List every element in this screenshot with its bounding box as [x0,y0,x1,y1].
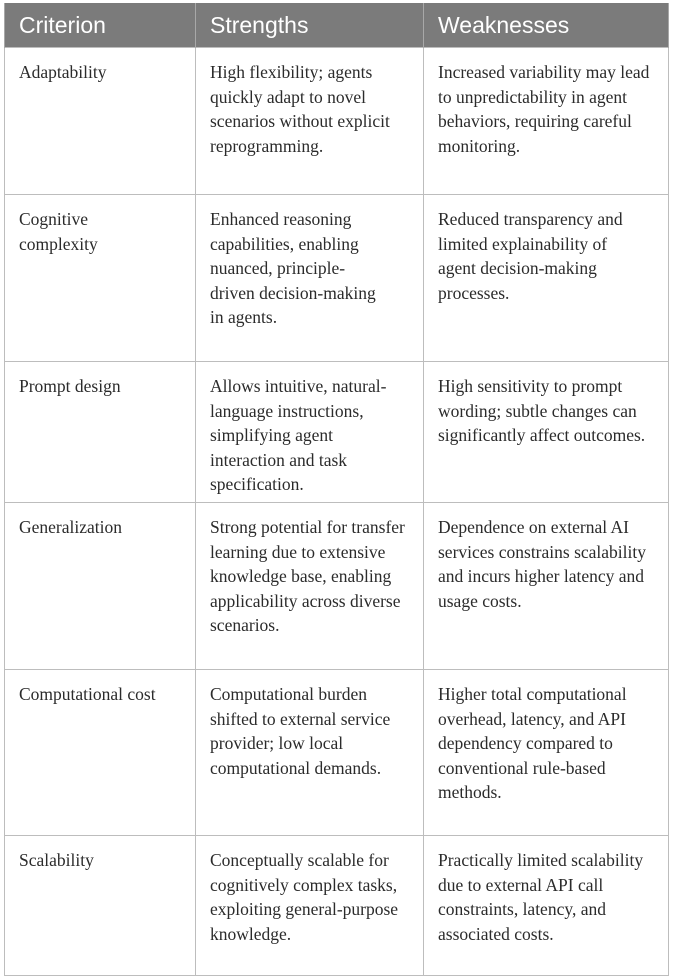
strengths-cell: Strong potential for transfer learning due to extensive knowledge base, enabling applicability across diverse scenarios. [196,503,424,670]
criterion-cell: Adaptability [5,48,196,195]
criterion-cell: Computational cost [5,670,196,836]
criterion-cell: Prompt design [5,362,196,503]
weaknesses-cell: Higher total computational overhead, latency, and API dependency compared to conventional rule-based methods. [424,670,669,836]
table-row [5,503,669,670]
weaknesses-cell: High sensitivity to prompt wording; subtle changes can significantly affect outcomes. [424,362,669,503]
weaknesses-cell: Dependence on external AI services constrains scalability and incurs higher latency and usage costs. [424,503,669,670]
header-row [5,3,669,48]
strengths-cell: Computational burden shifted to external service provider; low local computational demands. [196,670,424,836]
strengths-cell: Enhanced reasoning capabilities, enabling nuanced, principle-driven decision-making in agents. [196,195,424,362]
weaknesses-cell: Practically limited scalability due to external API call constraints, latency, and associated costs. [424,836,669,976]
criterion-cell: Generalization [5,503,196,670]
weaknesses-cell: Increased variability may lead to unpredictability in agent behaviors, requiring careful monitoring. [424,48,669,195]
table-row [5,195,669,362]
table-row [5,670,669,836]
table-row [5,48,669,195]
header-criterion: Criterion [5,3,196,48]
header-weaknesses: Weaknesses [424,3,669,48]
table-row [5,836,669,976]
weaknesses-cell: Reduced transparency and limited explainability of agent decision-making processes. [424,195,669,362]
comparison-table [4,3,669,976]
criterion-cell: Cognitive complexity [5,195,196,362]
strengths-cell: High flexibility; agents quickly adapt to novel scenarios without explicit reprogramming. [196,48,424,195]
table-row [5,362,669,503]
strengths-cell: Conceptually scalable for cognitively complex tasks, exploiting general-purpose knowledge. [196,836,424,976]
strengths-cell: Allows intuitive, natural-language instructions, simplifying agent interaction and task specification. [196,362,424,503]
header-strengths: Strengths [196,3,424,48]
criterion-cell: Scalability [5,836,196,976]
